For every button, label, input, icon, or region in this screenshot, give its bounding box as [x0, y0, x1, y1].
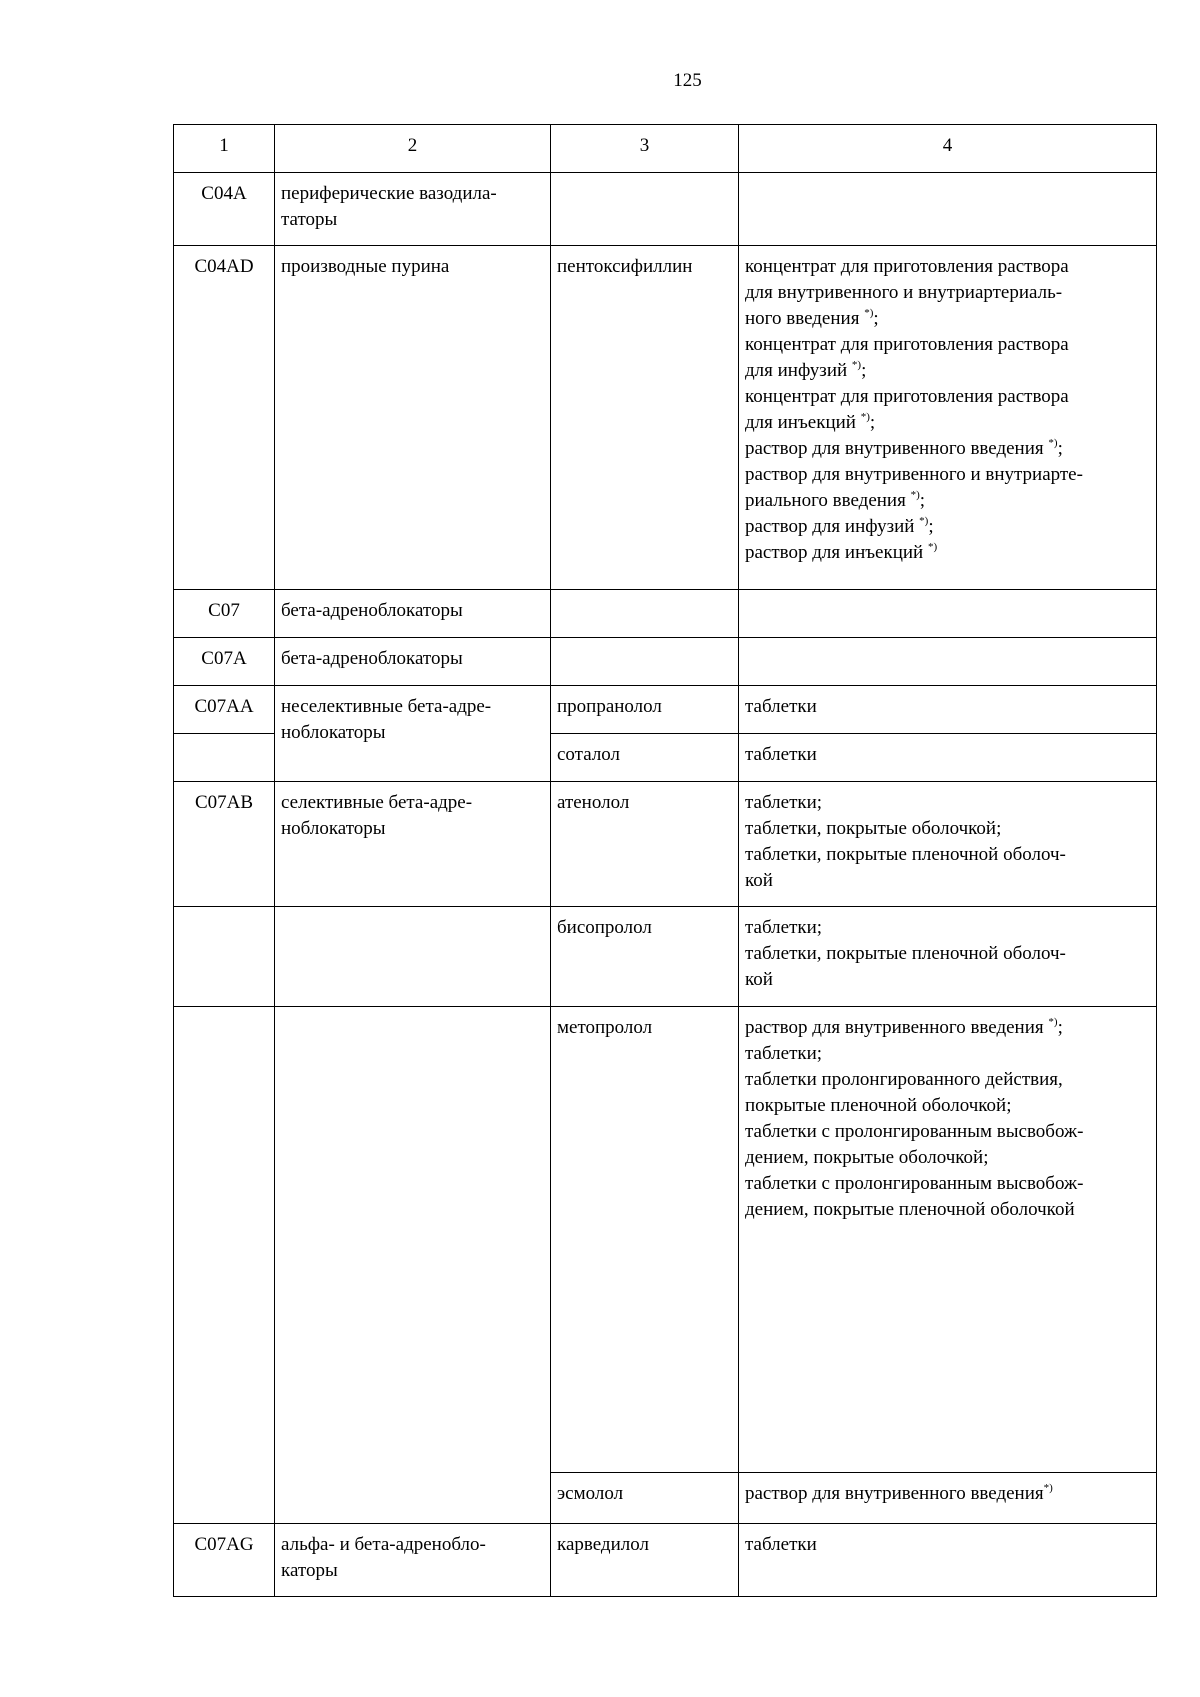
footnote-mark: *) — [919, 514, 929, 527]
group-name: производные пурина — [275, 246, 551, 590]
group-name — [275, 1007, 551, 1524]
group-name: периферические вазодила- таторы — [275, 173, 551, 246]
drug-name: бисопролол — [551, 907, 739, 1007]
column-header-2: 2 — [275, 125, 551, 173]
drug-name: пропранолол — [551, 686, 739, 734]
drug-name — [551, 638, 739, 686]
drug-name — [551, 590, 739, 638]
group-name: альфа- и бета-адренобло- каторы — [275, 1524, 551, 1597]
table-row-c07aa — [174, 686, 1157, 734]
footnote-mark: *) — [851, 358, 862, 371]
column-header-1: 1 — [174, 125, 275, 173]
atc-code — [174, 734, 275, 782]
footnote-mark: *) — [860, 410, 870, 423]
drug-name: пентоксифиллин — [551, 246, 739, 590]
atc-code — [174, 1007, 275, 1524]
atc-code: C07AA — [174, 686, 275, 734]
dosage-forms: раствор для внутривенного введения *); таблетки; таблетки пролонгированного действия, покрытые пленочной оболочкой; таблетки с пролонгированным высвобож- дением, покрытые оболочкой; таблетки с пролонгированным высвобож- дением, покрытые пленочной оболочкой — [739, 1007, 1157, 1473]
footnote-mark: *) — [927, 540, 938, 553]
footnote-mark: *) — [910, 488, 920, 501]
dosage-forms: таблетки — [739, 686, 1157, 734]
dosage-forms — [739, 638, 1157, 686]
footnote-mark: *) — [864, 306, 874, 319]
drug-name: соталол — [551, 734, 739, 782]
group-name: бета-адреноблокаторы — [275, 638, 551, 686]
group-name: неселективные бета-адре- ноблокаторы — [275, 686, 551, 782]
table-row-c07 — [174, 590, 1157, 638]
column-header-3: 3 — [551, 125, 739, 173]
group-name: селективные бета-адре- ноблокаторы — [275, 782, 551, 907]
group-name: бета-адреноблокаторы — [275, 590, 551, 638]
drug-name: эсмолол — [551, 1473, 739, 1524]
dosage-forms: концентрат для приготовления раствора для внутривенного и внутриартериаль- ного введения *); концентрат для приготовления раствора для инфузий *); концентрат для приготовления раствора для инъекций *); раствор для внутривенного введения *); раствор для внутривенного и внутриарте- риального введения *); раствор для инфузий *); раствор для инъекций *) — [739, 246, 1157, 590]
dosage-forms: таблетки; таблетки, покрытые пленочной оболоч- кой — [739, 907, 1157, 1007]
table-row-c07ab — [174, 782, 1157, 907]
atc-code: C07 — [174, 590, 275, 638]
footnote-mark: *) — [1048, 1015, 1058, 1028]
atc-code: C04AD — [174, 246, 275, 590]
dosage-forms: таблетки — [739, 734, 1157, 782]
table-header-row — [174, 125, 1157, 173]
drug-name: карведилол — [551, 1524, 739, 1597]
atc-code: C07AG — [174, 1524, 275, 1597]
table-row-metoprolol — [174, 1007, 1157, 1473]
drug-name — [551, 173, 739, 246]
footnote-mark: *) — [1048, 436, 1058, 449]
table-row-c07ag — [174, 1524, 1157, 1597]
drug-name: метопролол — [551, 1007, 739, 1473]
table-row-bisoprolol — [174, 907, 1157, 1007]
dosage-forms — [739, 173, 1157, 246]
atc-code: C07A — [174, 638, 275, 686]
table-row-c07a — [174, 638, 1157, 686]
atc-code: C07AB — [174, 782, 275, 907]
dosage-forms: таблетки — [739, 1524, 1157, 1597]
dosage-forms — [739, 590, 1157, 638]
atc-code: C04A — [174, 173, 275, 246]
atc-code — [174, 907, 275, 1007]
dosage-forms: таблетки; таблетки, покрытые оболочкой; таблетки, покрытые пленочной оболоч- кой — [739, 782, 1157, 907]
table-row-c04ad — [174, 246, 1157, 590]
drug-table — [173, 124, 1157, 1597]
drug-name: атенолол — [551, 782, 739, 907]
group-name — [275, 907, 551, 1007]
table-row-c04a — [174, 173, 1157, 246]
footnote-mark: *) — [1043, 1481, 1053, 1494]
page-number: 125 — [673, 70, 702, 91]
column-header-4: 4 — [739, 125, 1157, 173]
dosage-forms: раствор для внутривенного введения*) — [739, 1473, 1157, 1524]
